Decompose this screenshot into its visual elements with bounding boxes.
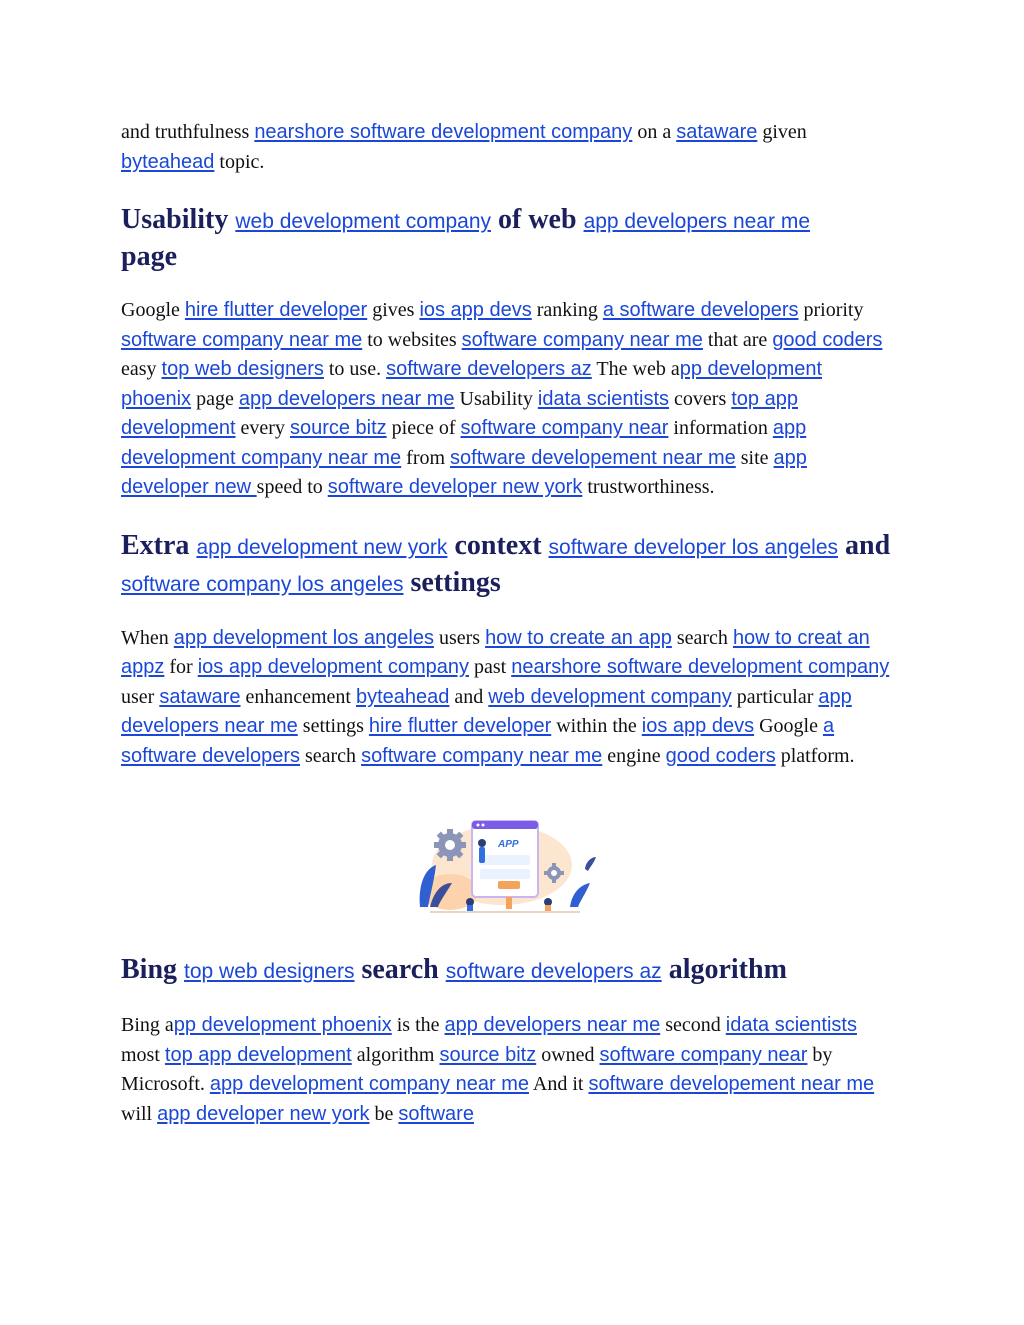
- text: for: [164, 656, 198, 678]
- link[interactable]: software company near me: [121, 328, 363, 351]
- link[interactable]: app development company near me: [209, 1073, 529, 1095]
- link[interactable]: top app development: [121, 387, 798, 439]
- heading-extra-context: [121, 528, 891, 602]
- link[interactable]: source bitz: [289, 417, 387, 439]
- link[interactable]: source bitz: [439, 1043, 537, 1066]
- heading-text: Bing: [121, 954, 185, 985]
- text: page: [191, 387, 239, 410]
- text: Google: [754, 715, 823, 737]
- text: gives: [367, 299, 420, 321]
- text: The web a: [591, 358, 680, 380]
- link[interactable]: app development new york: [196, 535, 448, 559]
- heading-text: Extra: [121, 529, 197, 561]
- heading-text: context: [447, 529, 549, 561]
- heading-text: settings: [403, 566, 501, 598]
- text: given: [757, 121, 807, 143]
- link[interactable]: software developer new york: [327, 476, 583, 498]
- link[interactable]: pp development phoenix: [173, 1014, 392, 1036]
- link[interactable]: software developer los angeles: [548, 535, 839, 559]
- usability-paragraph: [121, 296, 891, 503]
- link[interactable]: top web designers: [161, 358, 324, 380]
- link[interactable]: app developers near me: [121, 685, 852, 737]
- text: to use.: [323, 358, 387, 380]
- link[interactable]: a software developers: [121, 715, 835, 767]
- text: platform.: [775, 744, 855, 767]
- link[interactable]: byteahead: [121, 150, 215, 173]
- text: information: [668, 417, 773, 439]
- text: by Microsoft.: [121, 1043, 833, 1095]
- link[interactable]: software developers az: [445, 960, 662, 983]
- link[interactable]: software: [398, 1102, 474, 1125]
- text: algorithm: [351, 1043, 440, 1066]
- link[interactable]: software developement near me: [450, 446, 736, 469]
- heading-text: search: [354, 954, 446, 985]
- link[interactable]: app development los angeles: [173, 626, 434, 649]
- text: users: [433, 626, 486, 649]
- text: second: [660, 1014, 726, 1036]
- link[interactable]: sataware: [159, 685, 241, 708]
- heading-text: Usability: [121, 204, 236, 235]
- link[interactable]: ios app development company: [197, 656, 469, 678]
- link[interactable]: software company near: [599, 1043, 808, 1066]
- link[interactable]: how to creat an appz: [121, 626, 870, 678]
- heading-text: algorithm: [661, 954, 787, 985]
- text: trustworthiness.: [582, 476, 715, 498]
- text: easy: [121, 358, 162, 380]
- link[interactable]: good coders: [665, 744, 776, 767]
- text: And it: [528, 1073, 589, 1095]
- link[interactable]: hire flutter developer: [184, 299, 368, 321]
- link[interactable]: software developement near me: [588, 1073, 875, 1095]
- link[interactable]: app developers near me: [583, 210, 811, 233]
- link[interactable]: software company near: [460, 417, 669, 439]
- text: and: [449, 685, 489, 708]
- link[interactable]: how to create an app: [485, 626, 672, 649]
- text: on a: [632, 121, 677, 143]
- text: and truthfulness: [121, 121, 255, 143]
- text: speed to: [256, 476, 328, 498]
- heading-bing: [121, 952, 891, 989]
- link[interactable]: nearshore software development company: [254, 121, 633, 143]
- link[interactable]: app developer new york: [157, 1102, 370, 1125]
- svg-text:APP: APP: [498, 839, 519, 850]
- text: Bing a: [121, 1014, 174, 1036]
- heading-usability: [121, 202, 891, 274]
- text: within the: [551, 715, 642, 737]
- text: most: [121, 1043, 165, 1066]
- text: ranking: [531, 299, 603, 321]
- text: engine: [602, 744, 666, 767]
- link[interactable]: ios app devs: [419, 299, 532, 321]
- text: search: [299, 744, 362, 767]
- text: site: [735, 446, 774, 469]
- link[interactable]: software company los angeles: [121, 572, 404, 596]
- link[interactable]: software company near me: [461, 328, 703, 351]
- text: topic.: [214, 150, 265, 173]
- text: that are: [702, 328, 773, 351]
- context-paragraph: [121, 624, 891, 772]
- text: particular: [731, 685, 819, 708]
- link[interactable]: a software developers: [602, 299, 799, 321]
- link[interactable]: software company near me: [361, 744, 603, 767]
- text: user: [121, 685, 160, 708]
- link[interactable]: web development company: [235, 210, 492, 233]
- document-page: [121, 118, 891, 1129]
- text: past: [468, 656, 512, 678]
- text: every: [235, 417, 290, 439]
- link[interactable]: good coders: [772, 328, 883, 351]
- link[interactable]: idata scientists: [537, 387, 670, 410]
- link[interactable]: hire flutter developer: [368, 715, 552, 737]
- link[interactable]: software developers az: [386, 358, 592, 380]
- text: search: [671, 626, 733, 649]
- link[interactable]: nearshore software development company: [511, 656, 890, 678]
- link[interactable]: app development company near me: [121, 417, 807, 469]
- link[interactable]: idata scientists: [725, 1014, 857, 1036]
- text: Google: [121, 299, 185, 321]
- link[interactable]: app developers near me: [238, 387, 455, 410]
- text: will: [121, 1102, 158, 1125]
- link[interactable]: pp development phoenix: [121, 358, 823, 410]
- link[interactable]: app developer new: [121, 446, 807, 498]
- text: to websites: [362, 328, 462, 351]
- app-development-illustration-icon: [410, 807, 602, 919]
- text: be: [369, 1102, 399, 1125]
- heading-text: page: [121, 241, 177, 272]
- text: covers: [669, 387, 732, 410]
- link[interactable]: byteahead: [355, 685, 450, 708]
- text: is the: [391, 1014, 445, 1036]
- heading-text: and: [838, 529, 891, 561]
- text: settings: [297, 715, 369, 737]
- text: When: [121, 626, 174, 649]
- link[interactable]: top app development: [164, 1043, 352, 1066]
- heading-text: of web: [491, 204, 584, 235]
- link[interactable]: sataware: [676, 121, 758, 143]
- link[interactable]: web development company: [488, 685, 732, 708]
- link[interactable]: ios app devs: [641, 715, 755, 737]
- bing-paragraph: [121, 1011, 891, 1129]
- text: enhancement: [240, 685, 356, 708]
- text: owned: [536, 1043, 600, 1066]
- intro-paragraph: [121, 118, 891, 177]
- link[interactable]: app developers near me: [444, 1014, 661, 1036]
- link[interactable]: top web designers: [184, 960, 355, 983]
- text: Usability: [454, 387, 538, 410]
- text: priority: [798, 299, 864, 321]
- text: piece of: [386, 417, 461, 439]
- text: from: [401, 446, 451, 469]
